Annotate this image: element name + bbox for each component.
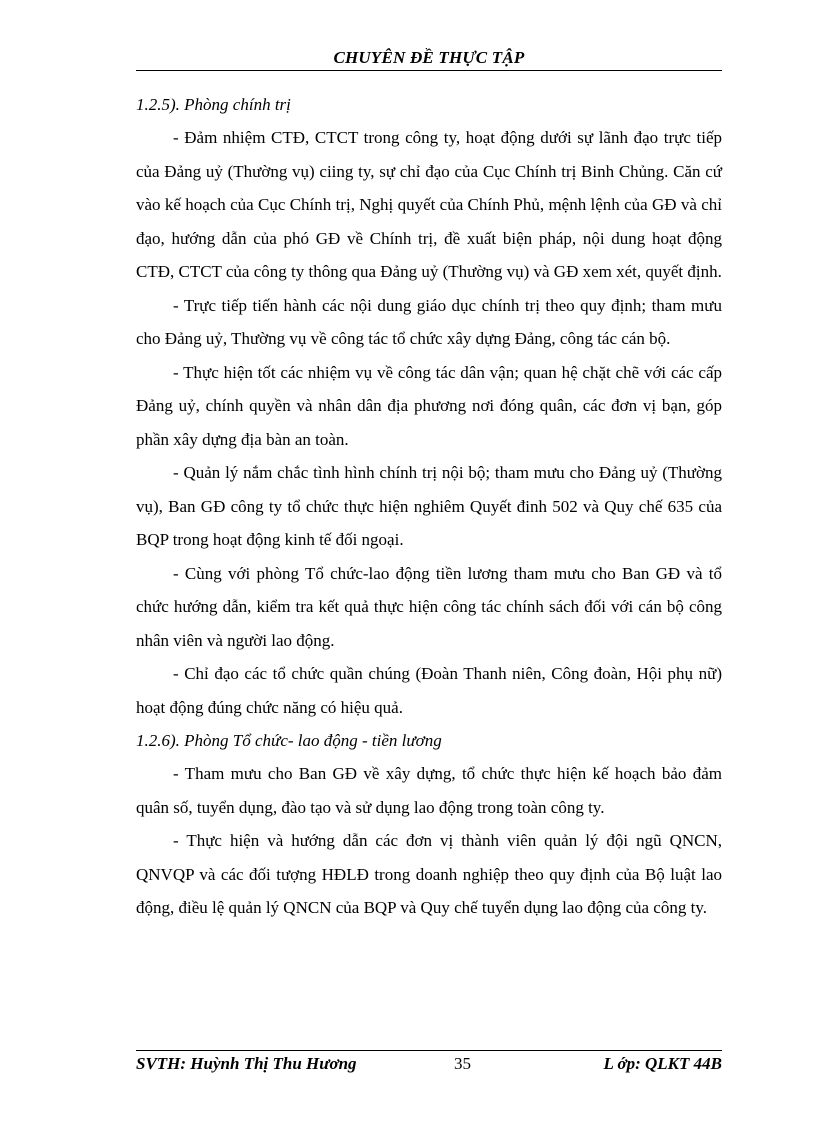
footer-author: SVTH: Huỳnh Thị Thu Hương	[136, 1054, 357, 1073]
section-heading: 1.2.5). Phòng chính trị	[136, 95, 291, 114]
paragraph: - Quản lý nắm chắc tình hình chính trị nội bộ; tham mưu cho Đảng uỷ (Thường vụ), Ban GĐ công ty tổ chức thực hiện nghiêm Quyết đinh 502 và Quy chế 635 của BQP trong hoạt động kinh tế đối ngoại.	[136, 463, 722, 549]
footer-class: L ớp: QLKT 44B	[603, 1054, 722, 1073]
paragraph: - Trực tiếp tiến hành các nội dung giáo dục chính trị theo quy định; tham mưu cho Đảng uỷ, Thường vụ về công tác tổ chức xây dựng Đảng, công tác cán bộ.	[136, 295, 722, 348]
paragraph: - Thực hiện tốt các nhiệm vụ về công tác dân vận; quan hệ chặt chẽ với các cấp Đảng uỷ, chính quyền và nhân dân địa phương nơi đóng quân, các đơn vị bạn, góp phần xây dựng địa bàn an toàn.	[136, 362, 722, 449]
paragraph: - Tham mưu cho Ban GĐ về xây dựng, tổ chức thực hiện kế hoạch bảo đảm quân số, tuyển dụng, đào tạo và sử dụng lao động trong toàn công ty.	[136, 764, 722, 817]
footer-divider	[136, 1050, 722, 1051]
document-body	[136, 88, 722, 925]
paragraph: - Đảm nhiệm CTĐ, CTCT trong công ty, hoạt động dưới sự lãnh đạo trực tiếp của Đảng uỷ (Thường vụ) ciing ty, sự chỉ đạo của Cục Chính trị Binh Chủng. Căn cứ vào kế hoạch của Cục Chính trị, Nghị quyết của Chính Phủ, mệnh lệnh của GĐ và chỉ đạo, hướng dẫn của phó GĐ về Chính trị, đề xuất biện pháp, nội dung hoạt động CTĐ, CTCT của công ty thông qua Đảng uỷ (Thường vụ) và GĐ xem xét, quyết định.	[136, 128, 722, 281]
paragraph: - Chỉ đạo các tổ chức quần chúng (Đoàn Thanh niên, Công đoàn, Hội phụ nữ) hoạt động đúng chức năng có hiệu quả.	[136, 664, 722, 717]
section-heading: 1.2.6). Phòng Tổ chức- lao động - tiền lương	[136, 731, 442, 750]
footer-page-number: 35	[454, 1054, 471, 1073]
paragraph: - Cùng với phòng Tổ chức-lao động tiền lương tham mưu cho Ban GĐ và tổ chức hướng dẫn, kiểm tra kết quả thực hiện công tác chính sách đối với cán bộ công nhân viên và người lao động.	[136, 563, 722, 650]
page-footer	[136, 1054, 722, 1076]
page-header-title: CHUYÊN ĐỀ THỰC TẬP	[333, 48, 525, 67]
paragraph: - Thực hiện và hướng dẫn các đơn vị thành viên quản lý đội ngũ QNCN, QNVQP và các đối tượng HĐLĐ trong doanh nghiệp theo quy định của Bộ luật lao động, điều lệ quản lý QNCN của BQP và Quy chế tuyển dụng lao động của công ty.	[136, 831, 722, 917]
header-divider	[136, 70, 722, 71]
